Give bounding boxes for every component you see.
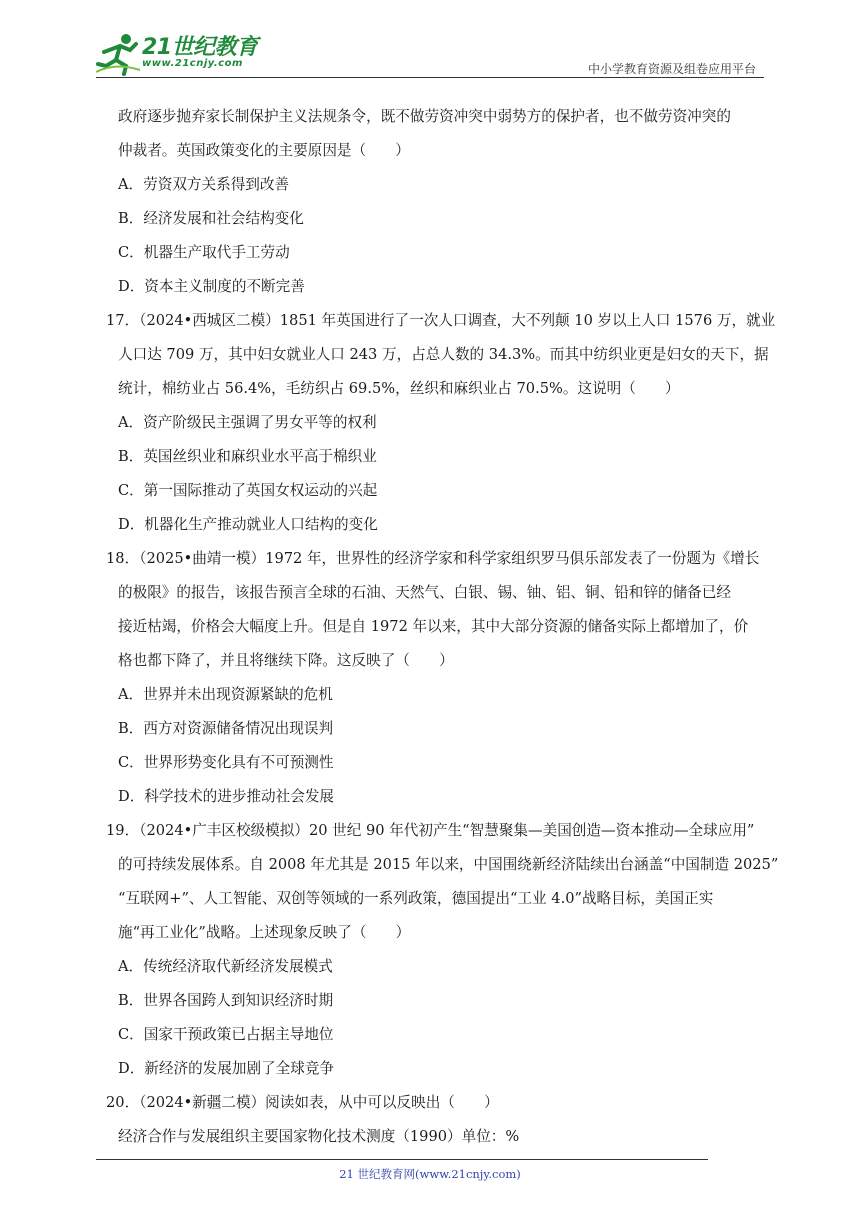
question-17 (106, 304, 776, 542)
question-text-line: 18．（2025•曲靖一模）1972 年，世界性的经济学家和科学家组织罗马俱乐部发表了一份题为《增长 (106, 550, 760, 567)
logo-text: 21世纪教育 (142, 35, 258, 60)
option-a: A．世界并未出现资源紧缺的危机 (118, 686, 333, 703)
option-a: A．资产阶级民主强调了男女平等的权利 (118, 414, 377, 431)
option-d: D．资本主义制度的不断完善 (118, 278, 305, 295)
question-text-line: 人口达 709 万，其中妇女就业人口 243 万，占总人数的 34.3%。而其中纺织业更是妇女的天下，据 (118, 346, 769, 363)
question-content (106, 100, 779, 1154)
option-b: B．西方对资源储备情况出现误判 (118, 720, 334, 737)
page-header (96, 28, 764, 78)
option-a: A．劳资双方关系得到改善 (118, 176, 290, 193)
question-text-line: 仲裁者。英国政策变化的主要原因是（ ） (118, 142, 410, 159)
option-c: C．世界形势变化具有不可预测性 (118, 754, 334, 771)
question-text-line: 施“再工业化”战略。上述现象反映了（ ） (118, 924, 411, 941)
question-text-line: 统计，棉纺业占 56.4%，毛纺织占 69.5%，丝织和麻织业占 70.5%。这说明（ ） (118, 380, 680, 397)
question-text-line: 19．（2024•广丰区校级模拟）20 世纪 90 年代初产生“智慧聚集—美国创造—资本推动—全球应用” (106, 822, 755, 839)
question-18 (106, 542, 768, 814)
footer-link[interactable]: 21 世纪教育网(www.21cnjy.com) (339, 1167, 521, 1181)
table-caption: 经济合作与发展组织主要国家物化技术测度（1990）单位：% (118, 1128, 520, 1145)
question-text-line: 接近枯竭，价格会大幅度上升。但是自 1972 年以来，其中大部分资源的储备实际上都增加了，价 (118, 618, 749, 635)
option-c: C．第一国际推动了英国女权运动的兴起 (118, 482, 378, 499)
option-b: B．英国丝织业和麻织业水平高于棉织业 (118, 448, 377, 465)
question-text-line: 17．（2024•西城区二模）1851 年英国进行了一次人口调查，大不列颠 10 岁以上人口 1576 万，就业 (106, 312, 776, 329)
option-b: B．经济发展和社会结构变化 (118, 210, 304, 227)
question-text-line: 格也都下降了，并且将继续下降。这反映了（ ） (118, 652, 454, 669)
option-a: A．传统经济取代新经济发展模式 (118, 958, 333, 975)
site-logo[interactable] (96, 32, 266, 76)
option-d: D．科学技术的进步推动社会发展 (118, 788, 335, 805)
option-b: B．世界各国跨人到知识经济时期 (118, 992, 334, 1009)
question-text-line: 政府逐步抛弃家长制保护主义法规条令，既不做劳资冲突中弱势方的保护者，也不做劳资冲突的 (118, 108, 731, 125)
question-20 (106, 1086, 768, 1154)
footer-divider (96, 1159, 708, 1160)
logo-url: www.21cnjy.com (142, 58, 243, 69)
question-16-tail (118, 100, 768, 304)
question-19 (106, 814, 779, 1086)
option-c: C．国家干预政策已占据主导地位 (118, 1026, 334, 1043)
platform-name: 中小学教育资源及组卷应用平台 (587, 62, 756, 76)
question-text-line: “互联网+”、人工智能、双创等领域的一系列政策，德国提出“工业 4.0”战略目标，美国正实 (118, 890, 714, 907)
option-c: C．机器生产取代手工劳动 (118, 244, 290, 261)
question-text-line: 的可持续发展体系。自 2008 年尤其是 2015 年以来，中国围绕新经济陆续出台涵盖“中国制造 2025” (118, 856, 779, 873)
running-figure-icon (96, 32, 142, 76)
option-d: D．新经济的发展加剧了全球竞争 (118, 1060, 335, 1077)
question-text-line: 20．（2024•新疆二模）阅读如表，从中可以反映出（ ） (106, 1094, 499, 1111)
question-text-line: 的极限》的报告，该报告预言全球的石油、天然气、白银、锡、铀、铝、铜、铅和锌的储备已经 (118, 584, 731, 601)
option-d: D．机器化生产推动就业人口结构的变化 (118, 516, 378, 533)
header-divider (96, 77, 764, 78)
